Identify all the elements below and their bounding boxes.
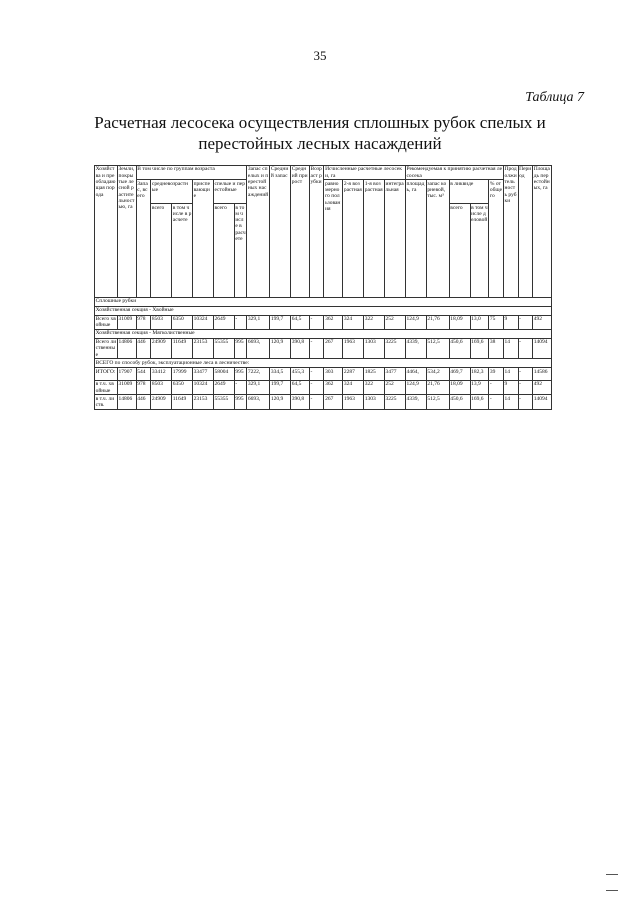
- row-label: в т.ч. листв.: [95, 395, 118, 409]
- table-cell: 324: [343, 380, 364, 394]
- table-cell: 544: [136, 368, 151, 381]
- table-cell: 334,5: [270, 368, 291, 381]
- table-cell: 169,6: [470, 395, 489, 409]
- table-cell: 75: [489, 315, 504, 329]
- header-method-d: интегральная: [384, 180, 405, 298]
- header-ripening: приспевающие: [193, 180, 214, 298]
- table-cell: 17907: [117, 368, 136, 381]
- table-cell: 11649: [172, 338, 193, 359]
- table-row: [95, 338, 552, 359]
- table-cell: 13,9: [470, 380, 489, 394]
- table-cell: 492: [533, 380, 552, 394]
- table-cell: 33477: [193, 368, 214, 381]
- table-cell: 995: [234, 395, 247, 409]
- table-cell: 324: [343, 315, 364, 329]
- table-cell: 512,5: [426, 395, 449, 409]
- table-cell: 55355: [213, 395, 234, 409]
- table-cell: 8503: [151, 315, 172, 329]
- header-cutting-age: Возраст рубки: [309, 166, 324, 298]
- table-row: [95, 315, 552, 329]
- header-method-a: равномерного пользования: [324, 180, 343, 298]
- table-row: [95, 380, 552, 394]
- table-cell: 978: [136, 380, 151, 394]
- table-cell: -: [518, 315, 533, 329]
- table-cell: 39: [489, 368, 504, 381]
- header-calc-allowance: Исчисленные расчетные лесосеки, га: [324, 166, 405, 180]
- page-mark-lower: [606, 890, 618, 891]
- table-cell: -: [518, 380, 533, 394]
- table-cell: 6350: [172, 315, 193, 329]
- row-label: Всего лиственные: [95, 339, 117, 358]
- table-cell: 31009: [117, 380, 136, 394]
- section-soft: Хозяйственная секция - Мягколиственные: [95, 329, 552, 338]
- table-cell: 10324: [193, 380, 214, 394]
- table-cell: 362: [324, 380, 343, 394]
- table-cell: 4339,: [405, 338, 426, 359]
- table-cell: 120,9: [270, 395, 291, 409]
- table-cell: 23153: [193, 395, 214, 409]
- header-root-stock: запас корневой, тыс. м³: [426, 180, 449, 298]
- table-cell: 182,3: [470, 368, 489, 381]
- table-cell: 55355: [213, 338, 234, 359]
- table-cell: 3225: [384, 395, 405, 409]
- table-cell: -: [309, 380, 324, 394]
- header-method-b: 2-я возрастная: [343, 180, 364, 298]
- header-years: Продолжительность рубки: [503, 166, 518, 298]
- table-cell: 3225: [384, 338, 405, 359]
- table-cell: 267: [324, 395, 343, 409]
- header-mature-stock: Запас спелых и перестойных насаждений: [247, 166, 270, 298]
- table-cell: 2287: [343, 368, 364, 381]
- header-method-c: 1-я возрастная: [364, 180, 385, 298]
- table-cell: 9: [503, 380, 518, 394]
- table-cell: -: [489, 395, 504, 409]
- table-cell: 329,1: [247, 380, 270, 394]
- header-middle-pending: в том числе в расчете: [172, 204, 193, 298]
- table-cell: 23153: [193, 338, 214, 359]
- row-label: ИТОГО:: [95, 368, 118, 381]
- row-label: Всего хвойные: [95, 315, 116, 329]
- table-cell: 455,3: [291, 368, 310, 381]
- table-cell: -: [518, 368, 533, 381]
- table-cell: 169,6: [470, 338, 489, 359]
- table-cell: 322: [364, 315, 385, 329]
- table-cell: 267: [324, 338, 343, 359]
- header-land-area: Земли, покрытые лесной растительностью, га: [117, 166, 136, 298]
- header-total-volume: Запас, всего: [136, 180, 151, 298]
- header-liquid-all: всего: [449, 204, 470, 298]
- table-cell: 14586: [533, 368, 552, 381]
- table-cell: 31009: [117, 315, 136, 329]
- table-label: Таблица 7: [525, 90, 584, 105]
- section-cutting: Сплошные рубки: [95, 297, 552, 306]
- table-cell: 3477: [384, 368, 405, 381]
- table-cell: 124,9: [405, 315, 426, 329]
- table-cell: 390,8: [291, 338, 310, 359]
- table-cell: 7222,: [247, 368, 270, 381]
- table-cell: 252: [384, 315, 405, 329]
- table-cell: 362: [324, 315, 343, 329]
- table-cell: 9: [503, 315, 518, 329]
- table-cell: 534,2: [426, 368, 449, 381]
- header-species: Хозяйства и преобладающая порода: [95, 166, 118, 298]
- table-cell: 1303: [364, 338, 385, 359]
- page-mark-upper: [606, 874, 618, 875]
- header-mature-pending: в том числе в расчете: [234, 204, 247, 298]
- table-row: [95, 368, 552, 381]
- cutting-table: [94, 165, 552, 410]
- table-cell: 33412: [151, 368, 172, 381]
- table-cell: -: [518, 395, 533, 409]
- table-cell: 1963: [343, 395, 364, 409]
- table-cell: -: [309, 338, 324, 359]
- table-cell: 469,7: [449, 368, 470, 381]
- table-cell: 199,7: [270, 380, 291, 394]
- table-cell: 18,09: [449, 315, 470, 329]
- table-cell: 13,0: [470, 315, 489, 329]
- table-cell: 58004: [213, 368, 234, 381]
- table-cell: 4464,: [405, 368, 426, 381]
- header-avg-stock: Средний запас: [270, 166, 291, 298]
- table-cell: 199,7: [270, 315, 291, 329]
- table-cell: -: [518, 338, 533, 359]
- table-cell: -: [309, 315, 324, 329]
- table-cell: 64,5: [291, 380, 310, 394]
- table-cell: 390,8: [291, 395, 310, 409]
- table-cell: 10324: [193, 315, 214, 329]
- table-cell: 120,9: [270, 338, 291, 359]
- table-cell: 14094: [533, 395, 552, 409]
- table-cell: 4339,: [405, 395, 426, 409]
- table-cell: 21,76: [426, 380, 449, 394]
- table-cell: 329,1: [247, 315, 270, 329]
- table-cell: -: [309, 395, 324, 409]
- header-middle-total: всего: [151, 204, 172, 298]
- table-cell: 1303: [364, 395, 385, 409]
- table-cell: 24909: [151, 395, 172, 409]
- table-row: [95, 395, 552, 409]
- table-cell: 492: [533, 315, 552, 329]
- header-liquid: в ликвиде: [449, 180, 489, 204]
- table-cell: 6693,: [247, 338, 270, 359]
- table-cell: -: [234, 315, 247, 329]
- header-percent: % от общего: [489, 180, 504, 298]
- table-cell: 38: [489, 338, 504, 359]
- document-title: Расчетная лесосека осуществления сплошных рубок спелых и перестойных лесных насаждений: [94, 113, 546, 153]
- header-final: Площадь перестойных, га: [533, 166, 552, 298]
- table-cell: -: [309, 368, 324, 381]
- table-cell: 24909: [151, 338, 172, 359]
- table-cell: 1963: [343, 338, 364, 359]
- table-cell: 14806: [117, 338, 136, 359]
- table-cell: 446: [136, 395, 151, 409]
- table-cell: 14: [503, 395, 518, 409]
- header-mature-overmature: спелые и перестойные: [213, 180, 246, 204]
- table-cell: 14: [503, 368, 518, 381]
- table-cell: 18,09: [449, 380, 470, 394]
- table-cell: 2649: [213, 315, 234, 329]
- table-cell: 450,6: [449, 395, 470, 409]
- cutting-table-container: [94, 165, 552, 410]
- header-mature-total: всего: [213, 204, 234, 298]
- table-cell: 1825: [364, 368, 385, 381]
- header-area: площадь, га: [405, 180, 426, 298]
- header-avg-growth: Средний прирост: [291, 166, 310, 298]
- table-cell: 124,9: [405, 380, 426, 394]
- table-cell: 14: [503, 338, 518, 359]
- section-total: ВСЕГО по способу рубок, эксплуатационные леса в лесничестве:: [95, 359, 552, 368]
- table-cell: 995: [234, 338, 247, 359]
- table-cell: 8503: [151, 380, 172, 394]
- table-cell: 995: [234, 368, 247, 381]
- table-cell: 11649: [172, 395, 193, 409]
- row-label: в т.ч. хвойные: [95, 380, 118, 394]
- header-liquid-business: в том числе деловой: [470, 204, 489, 298]
- header-middle-aged: средневозрастные: [151, 180, 193, 204]
- page-number: 35: [313, 48, 327, 63]
- table-cell: 14806: [117, 395, 136, 409]
- table-cell: 2649: [213, 380, 234, 394]
- table-cell: -: [489, 380, 504, 394]
- table-cell: 17999: [172, 368, 193, 381]
- header-age-groups: В том числе по группам возраста: [136, 166, 247, 180]
- table-cell: 446: [136, 338, 151, 359]
- header-recommended: Рекомендуемая к принятию расчетная лесосека: [406, 166, 503, 179]
- table-cell: 6350: [172, 380, 193, 394]
- table-cell: 6693,: [247, 395, 270, 409]
- table-cell: 21,76: [426, 315, 449, 329]
- table-cell: 450,6: [449, 338, 470, 359]
- section-conifer: Хозяйственная секция - Хвойные: [95, 306, 552, 315]
- table-cell: 252: [384, 380, 405, 394]
- table-cell: 978: [136, 315, 151, 329]
- table-cell: 64,5: [291, 315, 310, 329]
- table-cell: 322: [364, 380, 385, 394]
- table-cell: -: [234, 380, 247, 394]
- table-cell: 14094: [533, 338, 552, 359]
- table-cell: 303: [324, 368, 343, 381]
- table-cell: 512,5: [426, 338, 449, 359]
- header-period: Период: [518, 166, 533, 298]
